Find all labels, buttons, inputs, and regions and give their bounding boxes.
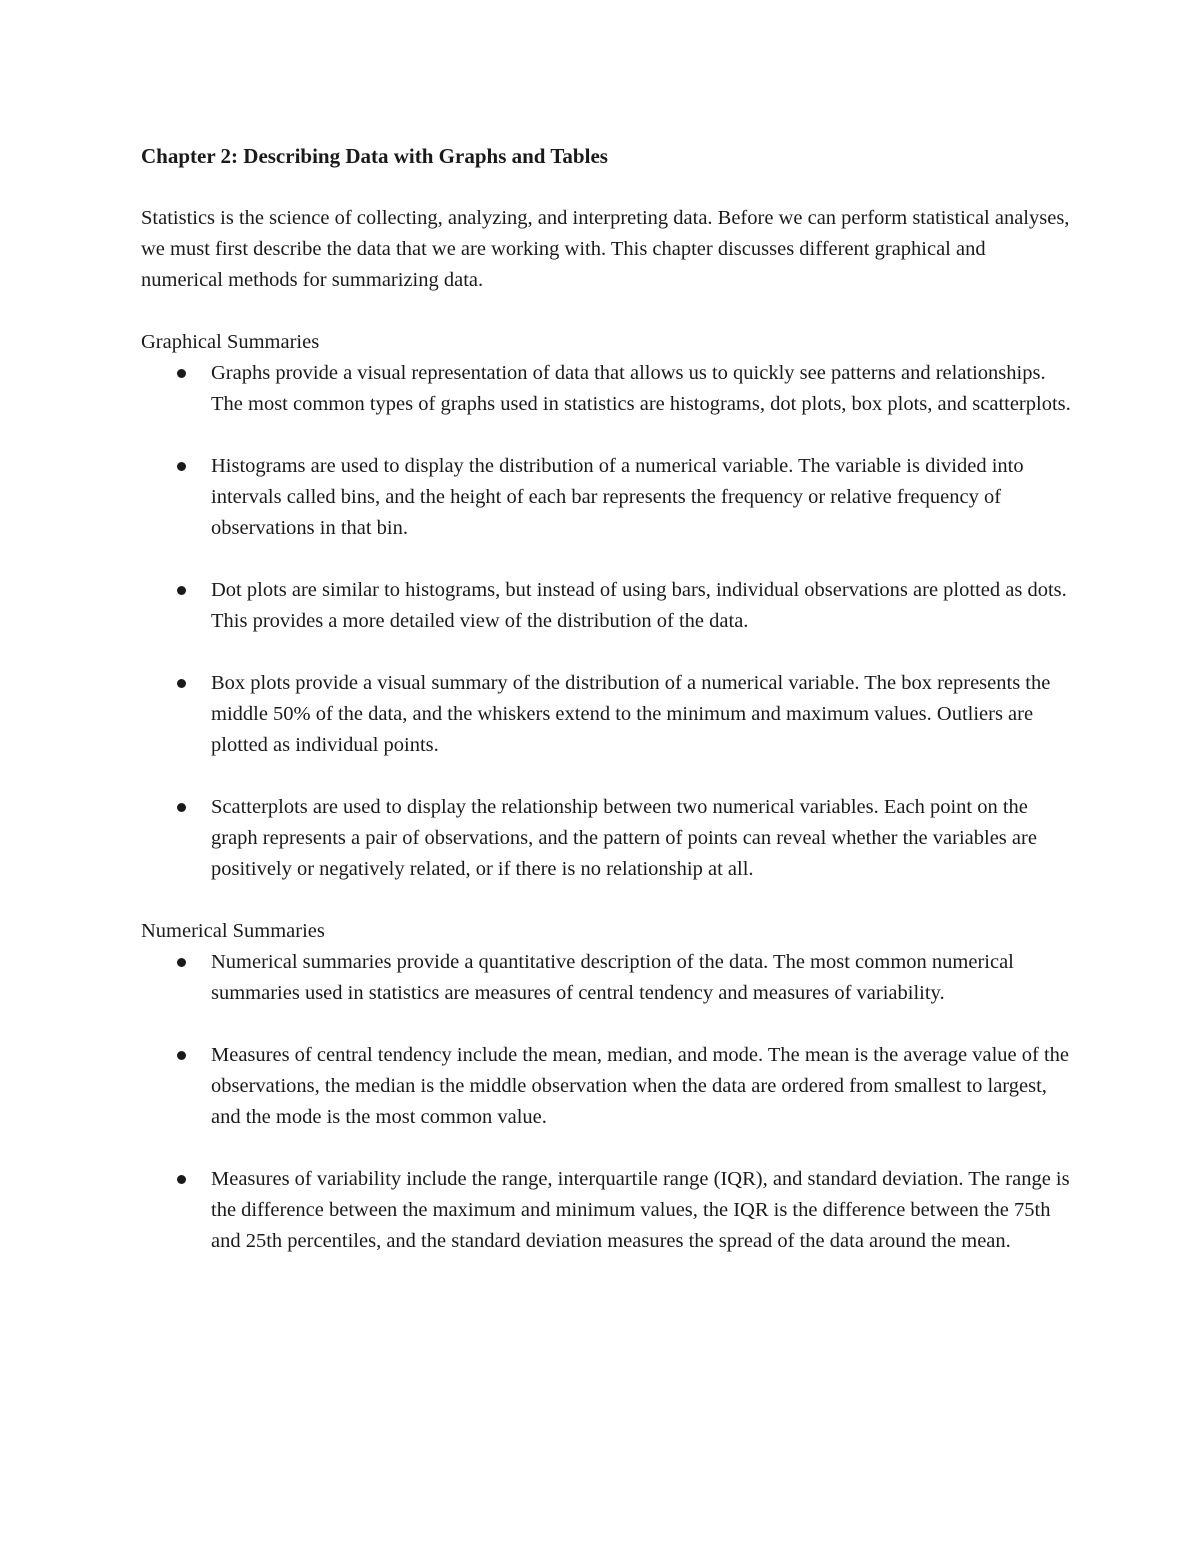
- chapter-title: Chapter 2: Describing Data with Graphs and Tables: [141, 144, 608, 168]
- list-item-text: Measures of central tendency include the mean, median, and mode. The mean is the average value of the observations, the median is the middle observation when the data are ordered from smallest to largest, and the mode is the most common value.: [211, 1044, 1069, 1128]
- intro-paragraph: Statistics is the science of collecting, analyzing, and interpreting data. Before we can perform statistical analyses, we must first describe the data that we are working with. This chapter discusses different graphical and numerical methods for summarizing data.: [141, 207, 1070, 291]
- bullet-dot-icon: [177, 679, 186, 688]
- bullet-dot-icon: [177, 1051, 186, 1060]
- list-item: [141, 358, 1071, 420]
- list-item: [141, 668, 1071, 761]
- list-item: [141, 947, 1071, 1009]
- list-item-text: Scatterplots are used to display the relationship between two numerical variables. Each point on the graph represents a pair of observations, and the pattern of points can reveal whether the variables are positively or negatively related, or if there is no relationship at all.: [211, 796, 1037, 880]
- bullet-dot-icon: [177, 586, 186, 595]
- section-graphical-summaries: [141, 327, 1071, 885]
- document-content: [141, 141, 1071, 1288]
- list-item-text: Numerical summaries provide a quantitative description of the data. The most common numerical summaries used in statistics are measures of central tendency and measures of variability.: [211, 951, 1014, 1004]
- bullet-dot-icon: [177, 369, 186, 378]
- bullet-list: [141, 947, 1071, 1257]
- list-item: [141, 1040, 1071, 1133]
- section-numerical-summaries: [141, 916, 1071, 1257]
- list-item: [141, 575, 1071, 637]
- bullet-dot-icon: [177, 462, 186, 471]
- bullet-dot-icon: [177, 1175, 186, 1184]
- bullet-dot-icon: [177, 803, 186, 812]
- bullet-dot-icon: [177, 958, 186, 967]
- list-item-text: Dot plots are similar to histograms, but instead of using bars, individual observations are plotted as dots. This provides a more detailed view of the distribution of the data.: [211, 579, 1067, 632]
- bullet-list: [141, 358, 1071, 885]
- list-item-text: Histograms are used to display the distribution of a numerical variable. The variable is divided into intervals called bins, and the height of each bar represents the frequency or relative frequency of observations in that bin.: [211, 455, 1024, 539]
- list-item: [141, 1164, 1071, 1257]
- section-heading: Graphical Summaries: [141, 331, 320, 353]
- list-item: [141, 792, 1071, 885]
- list-item-text: Graphs provide a visual representation of data that allows us to quickly see patterns and relationships. The most common types of graphs used in statistics are histograms, dot plots, box plots, and scatterplots.: [211, 362, 1071, 415]
- section-heading: Numerical Summaries: [141, 920, 325, 942]
- list-item-text: Measures of variability include the range, interquartile range (IQR), and standard deviation. The range is the difference between the maximum and minimum values, the IQR is the difference between the 75th and 25th percentiles, and the standard deviation measures the spread of the data around the mean.: [211, 1168, 1070, 1252]
- list-item-text: Box plots provide a visual summary of the distribution of a numerical variable. The box represents the middle 50% of the data, and the whiskers extend to the minimum and maximum values. Outliers are plotted as individual points.: [211, 672, 1051, 756]
- list-item: [141, 451, 1071, 544]
